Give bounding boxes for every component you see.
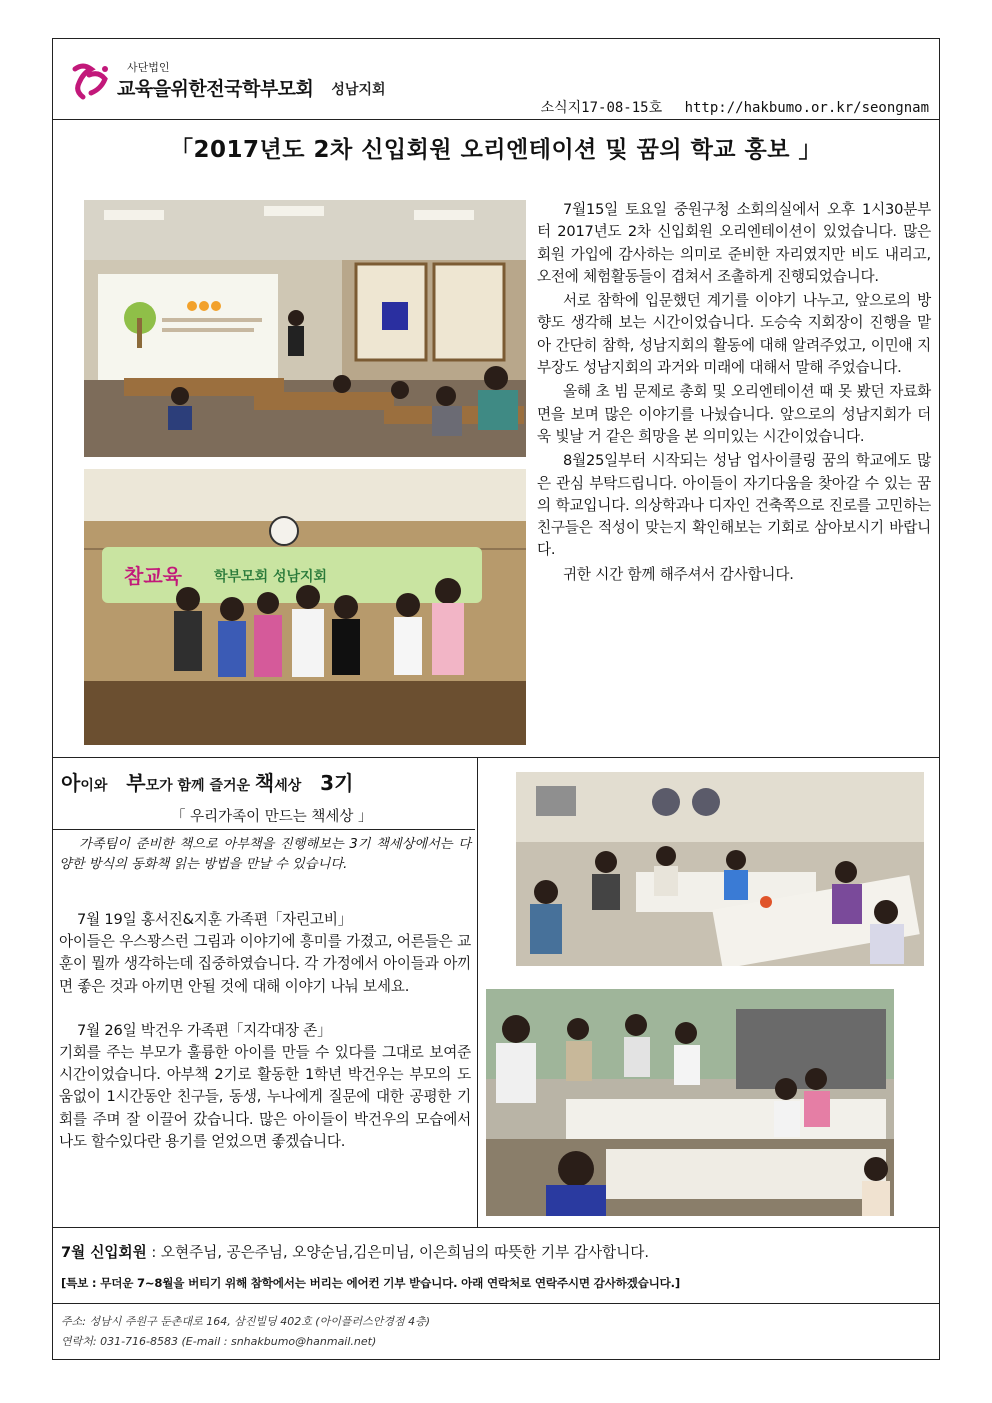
entry-title: 7월 19일 홍서진&지훈 가족편「자린고비」 [77,911,353,928]
article1-paragraph: 7월15일 토요일 중원구청 소회의실에서 오후 1시30분부터 2017년도 2차 신입회원 오리엔테이션이 있었습니다. 많은 회원 가입에 감사하는 의미로 준비한 자리였지만 비도 내리고, 오전에 체험활동들이 겹쳐서 조촐하게 진행되었습니다. [537,201,931,285]
column-divider [477,757,478,1227]
article1-paragraph: 귀한 시간 함께 해주셔서 감사합니다. [563,565,794,583]
branch-name: 성남지회 [331,82,386,98]
new-members-text: : 오현주님, 공은주님, 오양순님,김은미님, 이은희님의 따뜻한 기부 감사합니다. [146,1244,649,1261]
newsletter-page [52,38,940,1360]
article2-body [59,909,471,1153]
orientation-photo-1 [84,200,526,457]
special-notice: [특보 : 무더운 7~8월을 버티기 위해 참학에서는 버리는 에어컨 기부 받습니다. 아래 연락처로 연락주시면 감사하겠습니다.] [61,1276,680,1290]
footer-address: 주소: 성남시 주원구 둔촌대로 164, 삼진빌딩 402호 (아이플러스안경점 4층) [61,1315,431,1328]
org-name: 교육을위한전국학부모회 [117,78,314,100]
entry-body: 아이들은 우스꽝스런 그림과 이야기에 흥미를 가졌고, 어른들은 교훈이 뭘까 생각하는데 집중하였습니다. 각 가정에서 아이들과 아끼면 좋은 것과 아끼면 안될 것에 대해 이야기 나눠 보세요. [59,933,471,995]
article-title: 「2017년도 2차 신입회원 오리엔테이션 및 꿈의 학교 홍보 」 [170,137,822,163]
entry-body: 기회를 주는 부모가 훌륭한 아이를 만들 수 있다를 그대로 보여준 시간이었습니다. 아부책 2기로 활동한 1학년 박건우는 부모의 도움없이 1시간동안 친구들, 동생, 누나에게 질문에 대한 공평한 기회를 주며 잘 이끌어 갔습니다. 많은 아이들이 박건우의 모습에서 나도 할수있다란 용기를 얻었으면 좋겠습니다. [59,1044,471,1150]
bookclub-photo-1 [516,772,924,966]
org-type-label: 사단법인 [127,61,170,74]
new-members-label: 7월 신입회원 [61,1244,147,1261]
svg-text:학부모회 성남지회: 학부모회 성남지회 [214,569,328,585]
article2-intro: 가족팀이 준비한 책으로 아부책을 진행해보는 3기 책세상에서는 다양한 방식의 동화책 읽는 방법을 만날 수 있습니다. [59,837,471,872]
bookclub-photo-2 [486,989,894,1216]
divider [53,119,939,120]
divider [53,757,939,758]
issue-number: 소식지17-08-15호 [540,100,663,116]
divider [53,829,475,830]
article2-heading: 아이와 부모가 함께 즐거운 책세상 3기 [61,771,354,795]
entry-title: 7월 26일 박건우 가족편「지각대장 존」 [77,1021,332,1039]
article1-paragraph: 8월25일부터 시작되는 성남 업사이클링 꿈의 학교에도 많은 관심 부탁드립니다. 아이들이 자기다움을 찾아갈 수 있는 꿈의 학교입니다. 의상학과나 디자인 건축쪽으로 진로를 고민하는 친구들은 적성이 맞는지 확인해보는 기회로 삼아보시기 바랍니다. [537,452,931,559]
divider [53,1303,939,1304]
footer-contact: 연락처: 031-716-8583 (E-mail : snhakbumo@hanmail.net) [61,1335,377,1348]
article1-paragraph: 올해 초 빔 문제로 총회 및 오리엔테이션 때 못 봤던 자료화면을 보며 많은 이야기를 나눴습니다. 앞으로의 성남지회가 더욱 빛날 거 같은 희망을 본 의미있는 시간이었습니다. [537,383,931,445]
org-logo [69,61,386,101]
article2-subtitle: 「 우리가족이 만드는 책세상 」 [171,809,373,825]
orientation-photo-2 [84,469,526,745]
website-url[interactable]: http://hakbumo.or.kr/seongnam [684,100,929,116]
new-members [61,1241,649,1262]
divider [53,1227,939,1228]
logo-mark-icon [69,61,113,101]
issue-info [541,97,929,117]
svg-text:참교육: 참교육 [124,564,182,588]
footer [61,1312,430,1352]
article1-body [537,199,931,588]
article1-paragraph: 서로 참학에 입문했던 계기를 이야기 나누고, 앞으로의 방향도 생각해 보는 시간이었습니다. 도승숙 지회장이 진행을 맡아 간단히 참학, 성남지회의 활동에 대해 알려주었고, 이민애 지부장도 성남지회의 과거와 미래에 대해서 말해 주었습니다. [537,292,931,377]
